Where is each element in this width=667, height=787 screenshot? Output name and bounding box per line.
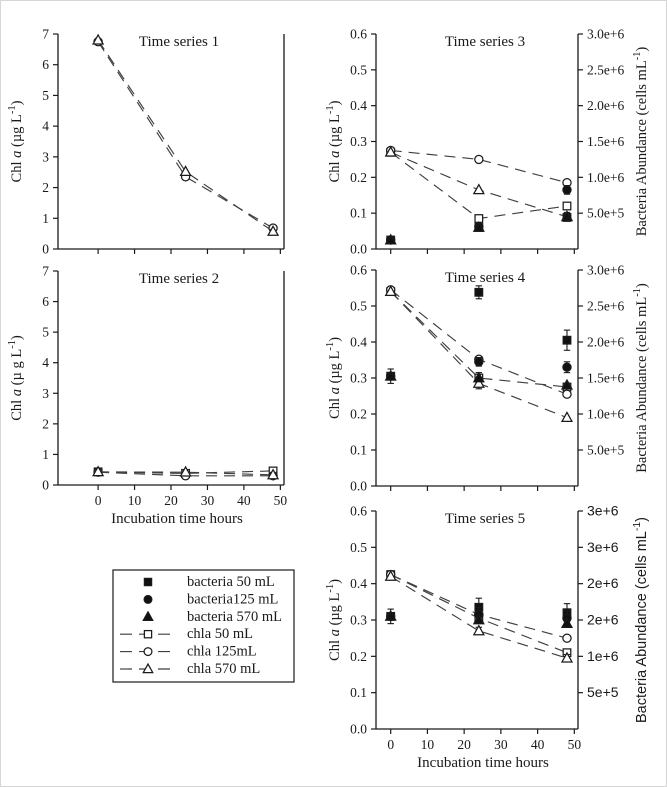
x-tick-label: 30 [494, 737, 508, 752]
circle-marker-icon [144, 648, 152, 656]
y-tick-label: 0.0 [350, 478, 367, 494]
right-tick-label: 1e+6 [587, 647, 619, 664]
y-tick-label: 0.2 [350, 169, 367, 185]
y-tick-label: 0.5 [350, 298, 367, 314]
right-tick-label: 3e+6 [587, 538, 619, 555]
data-point [563, 202, 571, 210]
panel-title: Time series 2 [138, 271, 220, 287]
y-axis-title: Chl a (µg $L^{-1}$) [324, 337, 343, 419]
data-point [474, 626, 484, 635]
right-tick-label: 5e+5 [587, 684, 619, 701]
y-tick-label: 4 [42, 355, 49, 371]
y-tick-label: 0.5 [350, 62, 367, 78]
panel-time-series-1 [7, 27, 284, 257]
data-point [474, 185, 484, 194]
y-tick-label: 0.2 [350, 648, 367, 664]
y-tick-label: 4 [42, 118, 49, 134]
y-tick-label: 0.4 [350, 334, 367, 350]
data-point [563, 186, 571, 194]
right-tick-label: 2.0e+6 [587, 98, 625, 114]
series-chla-125ml [94, 38, 277, 233]
series-line [98, 40, 273, 231]
right-tick-label: 1.0e+6 [587, 406, 625, 422]
panel-title: Time series 3 [444, 34, 526, 50]
panel-time-series-4 [325, 263, 650, 494]
right-axis-title: Bacteria Abundance (cells $mL^{-1}$) [631, 517, 650, 723]
x-tick-label: 0 [387, 737, 395, 752]
y-tick-label: 0 [42, 477, 49, 493]
y-tick-label: 1 [42, 210, 49, 226]
legend-label: chla 570 mL [187, 661, 261, 677]
series-line [98, 42, 273, 228]
right-tick-label: 2.0e+6 [587, 334, 625, 350]
x-tick-label: 20 [457, 737, 471, 752]
y-tick-label: 0 [42, 241, 49, 257]
right-tick-label: 5.0e+5 [587, 205, 625, 221]
y-tick-label: 2 [42, 180, 49, 196]
legend-label: bacteria 570 mL [187, 608, 283, 625]
y-tick-label: 6 [42, 57, 49, 73]
y-tick-label: 0.4 [350, 98, 367, 114]
y-tick-label: 0.6 [350, 262, 367, 278]
right-tick-label: 2e+6 [587, 611, 619, 628]
legend-label: chla 50 mL [187, 626, 254, 643]
right-tick-label: 3.0e+6 [587, 26, 625, 42]
y-tick-label: 0.6 [350, 26, 367, 42]
y-tick-label: 3 [42, 149, 49, 165]
data-point [475, 155, 483, 163]
x-tick-label: 0 [94, 493, 102, 508]
data-point [475, 358, 483, 366]
y-tick-label: 0.3 [350, 612, 367, 628]
y-tick-label: 0.2 [350, 406, 367, 422]
data-point [563, 336, 571, 344]
figure-canvas [1, 1, 667, 787]
y-tick-label: 0.4 [350, 576, 367, 592]
right-tick-label: 2.5e+6 [587, 298, 625, 314]
y-tick-label: 3 [42, 385, 49, 401]
x-tick-label: 50 [273, 493, 288, 508]
y-tick-label: 0.1 [350, 442, 367, 458]
right-tick-label: 1.0e+6 [587, 169, 625, 185]
y-tick-label: 0.6 [350, 503, 367, 519]
x-tick-label: 20 [164, 493, 178, 508]
series-chla-570-ml [386, 286, 572, 421]
x-tick-label: 40 [530, 737, 545, 752]
legend-label: chla 125mL [187, 643, 257, 660]
panel-title: Time series 5 [444, 511, 526, 527]
panel-time-series-3 [325, 27, 650, 257]
x-axis-title: Incubation time hours [111, 511, 243, 527]
x-tick-label: 50 [567, 737, 582, 752]
y-tick-label: 1 [42, 446, 49, 462]
y-tick-label: 6 [42, 294, 49, 310]
y-axis-title: Chl a (µg $L^{-1}$) [6, 100, 25, 183]
y-tick-label: 0.1 [350, 685, 367, 701]
x-tick-label: 10 [127, 493, 142, 508]
right-axis-title: Bacteria Abundance (cells $mL^{-1}$) [631, 283, 650, 473]
right-tick-label: 5.0e+5 [587, 442, 625, 458]
right-tick-label: 1.5e+6 [587, 134, 625, 149]
right-tick-label: 3.0e+6 [587, 262, 625, 278]
y-axis-title: Chl a (µg $L^{-1}$) [324, 100, 343, 183]
data-point [563, 363, 571, 371]
y-tick-label: 2 [42, 416, 49, 432]
x-tick-label: 10 [420, 737, 435, 752]
panel-time-series-5 [325, 503, 650, 772]
panel-title: Time series 1 [138, 34, 220, 50]
data-point [562, 412, 572, 421]
right-axis-title: Bacteria Abundance (cells $mL^{-1}$) [631, 46, 650, 237]
y-tick-label: 0.5 [350, 539, 367, 555]
y-tick-label: 7 [42, 26, 49, 42]
series-bacteria-50-ml [387, 286, 571, 384]
legend-label: bacteria 50 mL [187, 574, 275, 590]
y-axis-title: Chl a (µg $L^{-1}$) [324, 579, 343, 661]
y-axis-title: Chl a (µ g $L^{-1}$) [6, 335, 25, 421]
y-tick-label: 0.0 [350, 241, 367, 257]
y-tick-label: 0.0 [350, 721, 367, 737]
square-marker-icon [144, 631, 151, 638]
right-tick-label: 3e+6 [587, 502, 619, 519]
right-tick-label: 1.5e+6 [587, 370, 625, 386]
circle-marker-icon [144, 596, 152, 604]
data-point [563, 390, 571, 398]
square-marker-icon [144, 578, 151, 585]
x-axis-title: Incubation time hours [417, 755, 549, 771]
data-point [475, 289, 483, 297]
y-tick-label: 0.1 [350, 205, 367, 221]
y-tick-label: 5 [42, 87, 49, 103]
right-tick-label: 2.5e+6 [587, 62, 625, 78]
series-chla-570-ml [93, 35, 278, 235]
x-tick-label: 30 [200, 493, 215, 508]
y-tick-label: 0.3 [350, 134, 367, 149]
x-tick-label: 40 [237, 493, 251, 508]
legend [113, 570, 294, 682]
right-tick-label: 2e+6 [587, 575, 619, 592]
y-tick-label: 5 [42, 324, 49, 340]
data-point [563, 634, 571, 642]
panel-time-series-2 [7, 264, 287, 528]
y-tick-label: 0.3 [350, 370, 367, 386]
legend-label: bacteria125 mL [187, 591, 279, 608]
series-chla-125ml [387, 146, 571, 186]
panel-title: Time series 4 [444, 270, 526, 286]
y-tick-label: 7 [42, 263, 49, 279]
